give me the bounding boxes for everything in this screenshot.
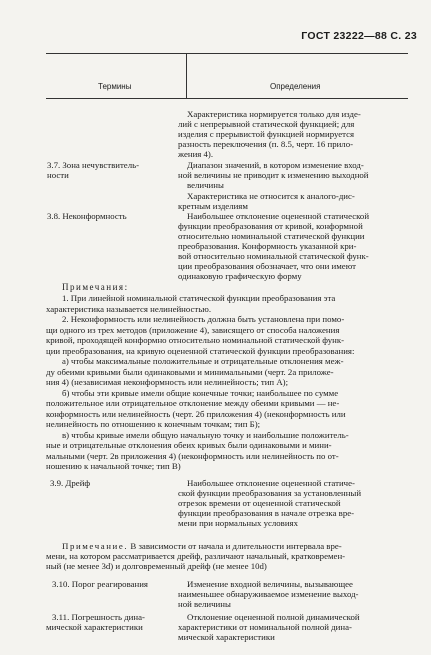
note-line: ношению к начальной точке; тип В) — [46, 461, 181, 471]
column-divider — [186, 54, 187, 98]
definition-line: кретным изделиям — [178, 201, 248, 211]
term-3-11-cont: мической характеристики — [46, 622, 143, 632]
definition-line: Наибольшее отклонение оцененной статиче- — [187, 478, 355, 488]
note-line: в) чтобы кривые имели общую начальную точку и наибольшие положитель- — [62, 429, 349, 440]
definition-line: вой относительно номинальной статической функ- — [178, 251, 369, 261]
term-3-11: 3.11. Погрешность дина- — [52, 612, 145, 622]
definition-line: ной величины не приводит к изменению выходной — [178, 170, 369, 180]
term-3-7-cont: ности — [47, 170, 69, 180]
note-line: б) чтобы эти кривые имели общие конечные точки; наибольшее по сумме — [62, 387, 339, 398]
definition-line: ции преобразования обозначает, что они имеют — [178, 261, 356, 271]
definition-line: жения 4). — [178, 149, 214, 159]
note-line — [62, 541, 342, 552]
note-line: конформность или нелинейность (черт. 2б приложения 4) (неконформность или — [46, 408, 346, 419]
note-line: ный (не менее 3d) и долговременный дрейф (не менее 10d) — [46, 561, 267, 571]
definition-line: функции преобразования от кривой, конформной — [178, 221, 363, 231]
term-3-8: 3.8. Неконформность — [47, 211, 127, 221]
note-line: ду обеими кривыми были одинаковыми и минимальными (черт. 2а приложе- — [46, 366, 334, 377]
definition-line: ной величины — [178, 599, 231, 609]
definition-line: Отклонение оцененной полной динамической — [187, 612, 360, 622]
notes-title: Примечания: — [62, 282, 129, 292]
note-line: нелинейность по отношению к конечным точкам; тип Б); — [46, 419, 261, 429]
note-line: 1. При линейной номинальной статической функции преобразования эта — [62, 293, 336, 303]
term-3-7: 3.7. Зона нечувствитель- — [47, 160, 140, 170]
column-header-definitions: Определения — [270, 82, 321, 91]
note-line: ния 4) (независимая неконформность или нелинейность; тип А); — [46, 377, 289, 387]
note-line: а) чтобы максимальные положительные и отрицательные отклонения меж- — [62, 356, 344, 366]
definition-line: относительно номинальной статической функции — [178, 231, 365, 241]
definition-line: разность переключения (п. 8.5, черт. 16 прило- — [178, 139, 354, 149]
definition-line: Диапазон значений, в котором изменение вход- — [187, 160, 364, 170]
note-line: 2. Неконформность или нелинейность должна быть установлена при помо- — [62, 314, 345, 324]
definition-line: характеристики от номинальной полной дина- — [178, 622, 352, 632]
definition-line: функции преобразования в начале отрезка вре- — [178, 508, 355, 518]
note-line: мени, на котором рассматривается дрейф, различают начальный, кратковремен- — [46, 551, 346, 561]
definition-line: одинаковую графическую форму — [178, 271, 302, 281]
term-3-9: 3.9. Дрейф — [50, 478, 91, 488]
term-3-10: 3.10. Порог реагирования — [52, 579, 148, 589]
definition-line: лий с непрерывной статической функцией; для — [178, 119, 355, 129]
note-line: положительное или отрицательное отклонение между обеими кривыми — не- — [46, 398, 340, 408]
note-text: В зависимости от начала и длительности интервала вре- — [130, 541, 342, 551]
note-line: ные и отрицательные отклонения обеих кривых были одинаковыми и мини- — [46, 440, 332, 450]
terms-table-header — [46, 53, 408, 99]
definition-line: наименьшее обнаруживаемое изменение выход- — [178, 589, 359, 599]
definition-line: изделия с прерывистой функцией нормируется — [178, 129, 355, 139]
note-line: ции преобразования, на кривую оцененной статической функции преобразования: — [46, 345, 355, 356]
definition-line: преобразования. Конформность указанной кри- — [178, 241, 357, 251]
definition-line: Наибольшее отклонение оцененной статической — [187, 211, 370, 221]
definition-line: отрезок времени от оцененной статической — [178, 498, 341, 508]
note-line: мальными (черт. 2в приложения 4) (неконформность или нелинейность по от- — [46, 450, 339, 461]
definition-line: ской функции преобразования за установленный — [178, 488, 362, 498]
definition-line: мени при нормальных условиях — [178, 518, 298, 528]
definition-line: Характеристика не относится к аналого-дис- — [187, 191, 355, 201]
notes-block — [46, 293, 408, 472]
note-line: кривой, проходящей конформно относительно номинальной статической функ- — [46, 335, 345, 345]
note-line: щи одного из трех методов (приложение 4), зависящего от способа наложения — [46, 324, 340, 335]
column-header-terms: Термины — [98, 82, 132, 91]
definition-line: Характеристика нормируется только для изде- — [187, 109, 361, 119]
page-header: ГОСТ 23222—88 С. 23 — [301, 30, 417, 42]
definition-line: Изменение входной величины, вызывающее — [187, 579, 353, 589]
note-title: Примечание. — [62, 541, 129, 551]
note-line: характеристика называется нелинейностью. — [46, 303, 212, 314]
definition-line: величины — [187, 180, 224, 190]
definition-line: мической характеристики — [178, 632, 275, 642]
